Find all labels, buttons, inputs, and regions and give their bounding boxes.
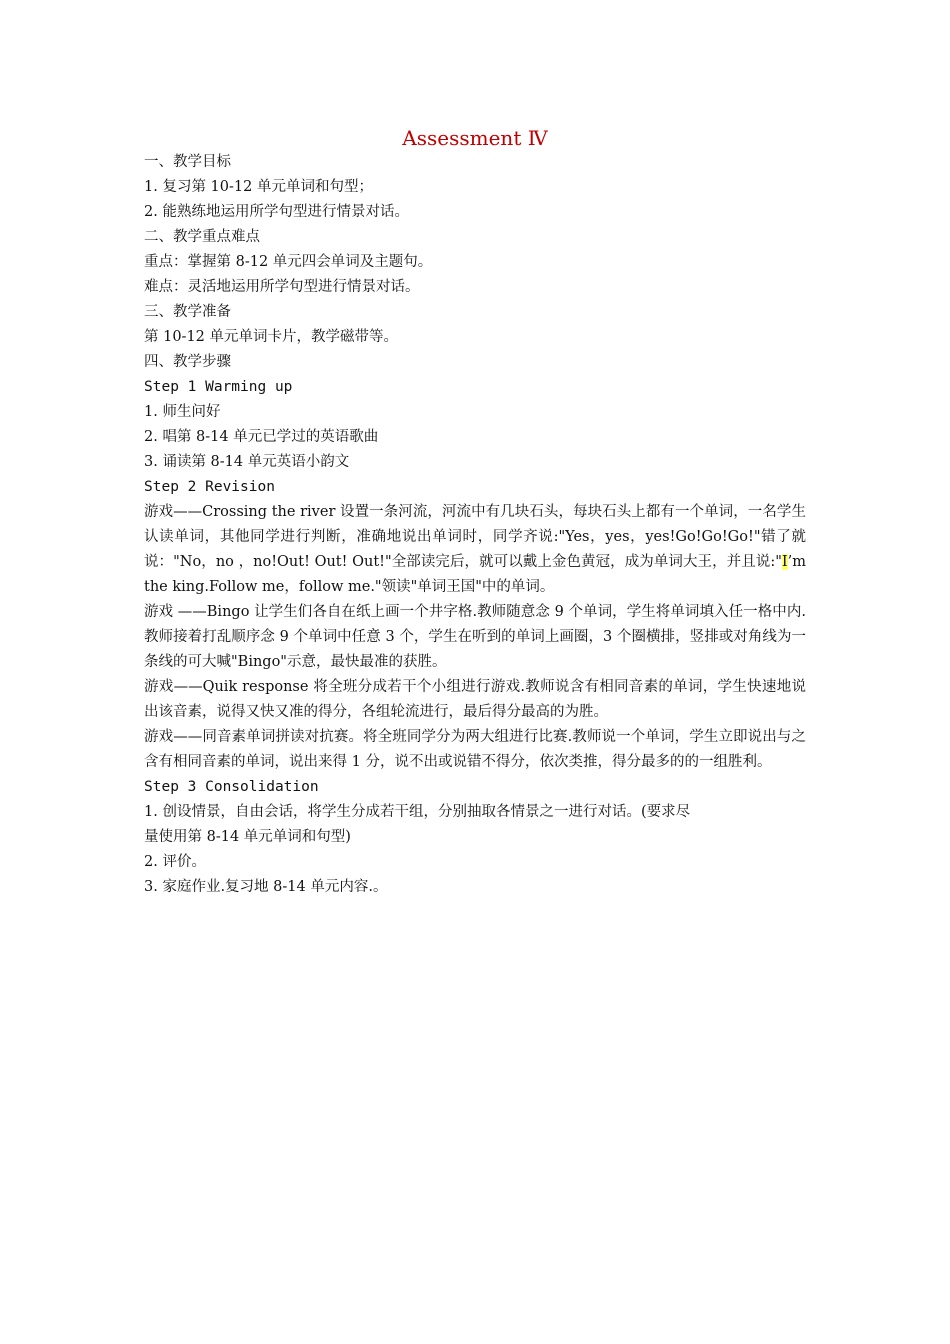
game-phoneme-contest: 游戏——同音素单词拼读对抗赛。将全班同学分为两大组进行比赛.教师说一个单词，学生立即说出与之含有相同音素的单词，说出来得 1 分，说不出或说错不得分，依次类推，得分最多的的一组胜利。 xyxy=(144,729,806,770)
step1-item: 2. 唱第 8-14 单元已学过的英语歌曲 xyxy=(144,429,379,445)
step3-item: 2. 评价。 xyxy=(144,854,206,870)
highlighted-text: I xyxy=(781,554,788,570)
objective-item: 2. 能熟练地运用所学句型进行情景对话。 xyxy=(144,204,409,220)
step3-item: 3. 家庭作业.复习地 8-14 单元内容.。 xyxy=(144,879,388,895)
game1-text-end: ’m the king.Follow me，follow me."领读"单词王国"中的单词。 xyxy=(144,554,806,595)
game1-text-start: 游戏——Crossing the river 设置一条河流，河流中有几块石头，每块石头上都有一个单词，一名学生认读单词，其他同学进行判断，准确地说出单词时，同学齐说:"Yes，yes，yes!Go!Go!Go!"错了就说："No，no ，no!Out! Out! Out!"全部读完后，就可以戴上金色黄冠，成为单词大王，并且说:" xyxy=(144,504,806,570)
step1-item: 3. 诵读第 8-14 单元英语小韵文 xyxy=(144,454,350,470)
step3-heading: Step 3 Consolidation xyxy=(144,779,319,795)
section-heading-keypoints: 二、教学重点难点 xyxy=(144,229,260,245)
objective-item: 1. 复习第 10-12 单元单词和句型； xyxy=(144,179,373,195)
step2-heading: Step 2 Revision xyxy=(144,479,275,495)
section-heading-steps: 四、教学步骤 xyxy=(144,354,231,370)
section-heading-objectives: 一、教学目标 xyxy=(144,154,231,170)
document-title: Assessment Ⅳ xyxy=(402,126,548,150)
section-heading-preparation: 三、教学准备 xyxy=(144,304,231,320)
step1-heading: Step 1 Warming up xyxy=(144,379,293,395)
document-body xyxy=(144,150,806,900)
keypoint-item: 难点：灵活地运用所学句型进行情景对话。 xyxy=(144,279,420,295)
game-quick-response: 游戏——Quik response 将全班分成若干个小组进行游戏.教师说含有相同音素的单词，学生快速地说出该音素，说得又快又准的得分，各组轮流进行，最后得分最高的为胜。 xyxy=(144,679,806,720)
game-crossing-the-river xyxy=(144,500,806,600)
step3-item-continued: 量使用第 8-14 单元单词和句型) xyxy=(144,829,351,845)
preparation-text: 第 10-12 单元单词卡片，教学磁带等。 xyxy=(144,329,399,345)
step1-item: 1. 师生问好 xyxy=(144,404,221,420)
step3-item: 1. 创设情景，自由会话，将学生分成若干组，分别抽取各情景之一进行对话。(要求尽 xyxy=(144,804,691,820)
game-bingo: 游戏 ——Bingo 让学生们各自在纸上画一个井字格.教师随意念 9 个单词，学生将单词填入任一格中内.教师接着打乱顺序念 9 个单词中任意 3 个，学生在听到的单词上画圈，3 个圈横排，竖排或对角线为一条线的可大喊"Bingo"示意，最快最准的获胜。 xyxy=(144,604,806,670)
keypoint-item: 重点：掌握第 8-12 单元四会单词及主题句。 xyxy=(144,254,433,270)
